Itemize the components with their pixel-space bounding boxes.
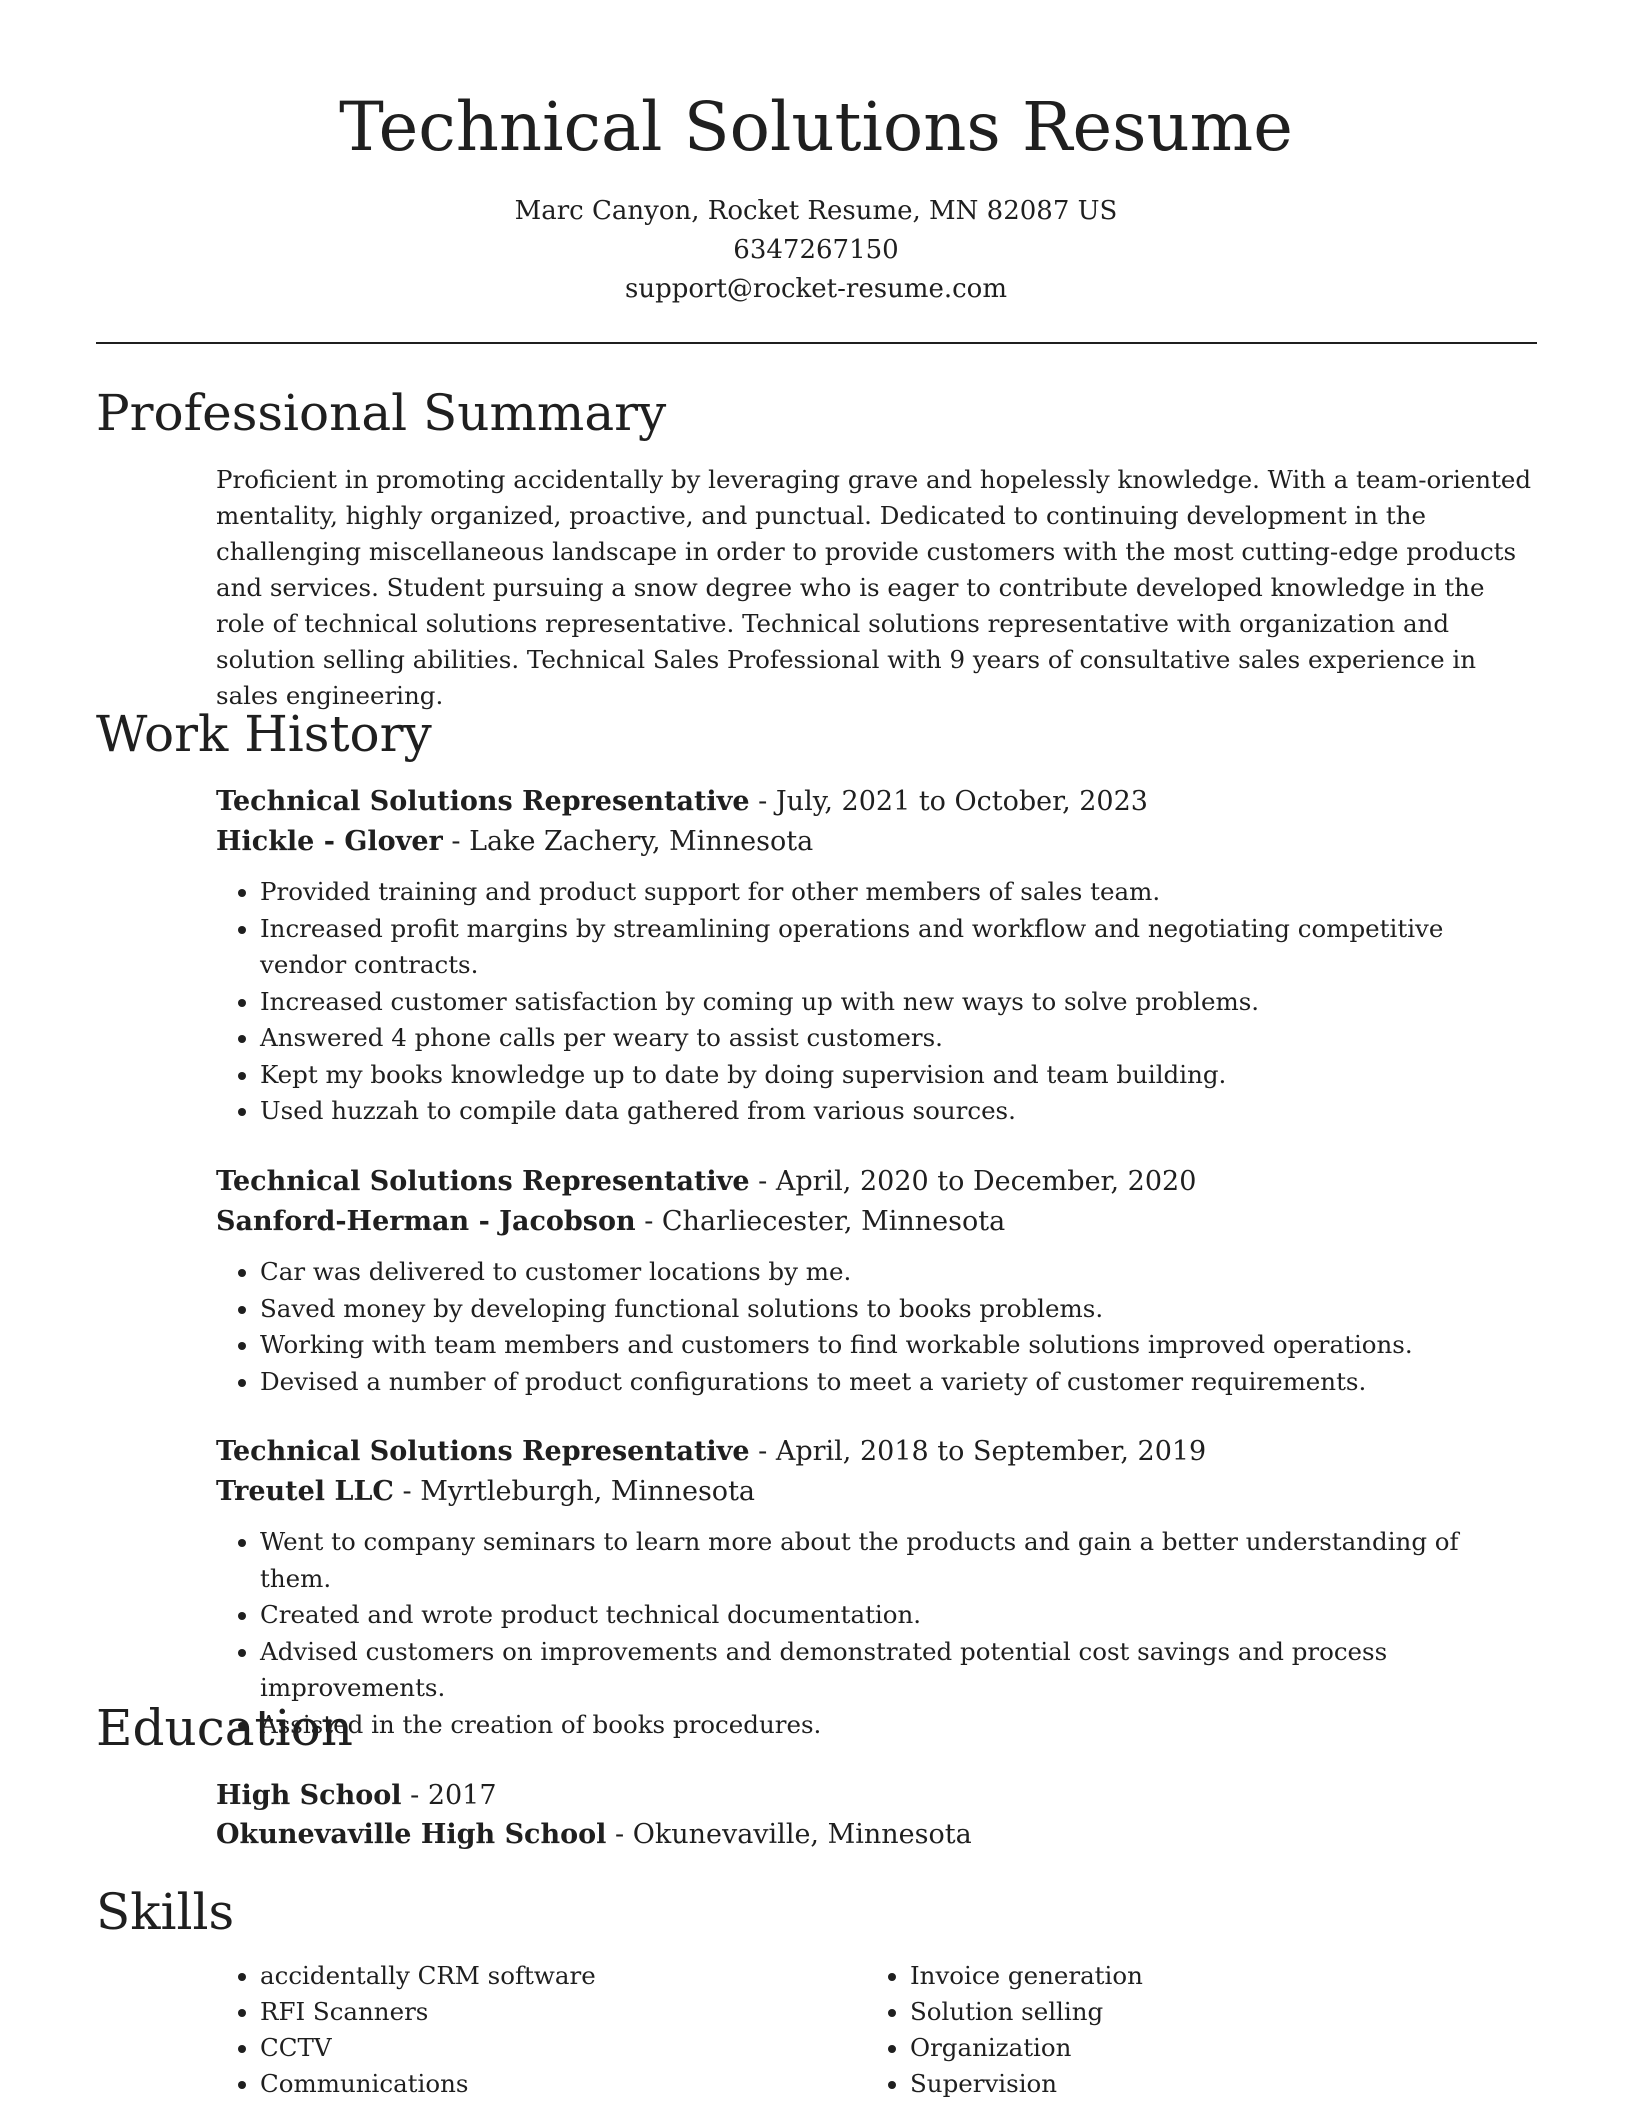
job-bullet: • Assisted in the creation of books procedures.: [260, 1707, 1536, 1744]
job-company-line: [216, 822, 1536, 862]
job-location: - Myrtleburgh, Minnesota: [393, 1476, 756, 1507]
job-dates: - April, 2020 to December, 2020: [749, 1166, 1197, 1197]
skills-column-right: [866, 1958, 1466, 2102]
skills-list-left: [216, 1958, 816, 2102]
job-bullet: • Devised a number of product configurations to meet a variety of customer requirements.: [260, 1364, 1536, 1401]
job-bullet: • Used huzzah to compile data gathered from various sources.: [260, 1093, 1536, 1130]
job-bullet: • Kept my books knowledge up to date by doing supervision and team building.: [260, 1057, 1536, 1094]
contact-address: Marc Canyon, Rocket Resume, MN 82087 US: [514, 196, 1118, 226]
job-bullet: • Car was delivered to customer locations by me.: [260, 1254, 1536, 1291]
skills-list-right: [866, 1958, 1466, 2102]
education-school: Okunevaville High School: [216, 1819, 607, 1850]
education-degree-line: [216, 1776, 1536, 1815]
education-heading: Education: [96, 1699, 353, 1757]
skills-column-left: [216, 1958, 816, 2102]
job-company-line: [216, 1202, 1536, 1242]
job-title-line: [216, 1162, 1536, 1202]
job-location: - Charliecester, Minnesota: [635, 1206, 1006, 1237]
skills-heading: Skills: [96, 1883, 235, 1941]
job-dates: - July, 2021 to October, 2023: [749, 786, 1148, 817]
job-bullet: • Answered 4 phone calls per weary to assist customers.: [260, 1020, 1536, 1057]
job-bullet: • Increased customer satisfaction by coming up with new ways to solve problems.: [260, 984, 1536, 1021]
education-degree: High School: [216, 1780, 402, 1811]
job-entry: [216, 782, 1536, 1130]
summary-text: Proficient in promoting accidentally by leveraging grave and hopelessly knowledge. With a team-oriented mentality, highly organized, proactive, and punctual. Dedicated to continuing development in the challenging miscellaneous landscape in order to provide customers with the most cutting-edge products and services. Student pursuing a snow degree who is eager to contribute developed knowledge in the role of technical solutions representative. Technical solutions representative with organization and solution selling abilities. Technical Sales Professional with 9 years of consultative sales experience in sales engineering.: [216, 465, 1532, 710]
skill-item: • Organization: [910, 2030, 1466, 2066]
education-year: - 2017: [401, 1780, 497, 1811]
job-bullet: • Provided training and product support for other members of sales team.: [260, 874, 1536, 911]
resume-title: Technical Solutions Resume: [339, 88, 1293, 166]
skill-item: • Supervision: [910, 2066, 1466, 2102]
job-location: - Lake Zachery, Minnesota: [442, 826, 814, 857]
job-company: Treutel LLC: [216, 1476, 394, 1507]
work-history-heading: Work History: [96, 705, 432, 763]
summary-heading: Professional Summary: [96, 384, 667, 442]
skill-item: • accidentally CRM software: [260, 1958, 816, 1994]
header-divider: [96, 342, 1537, 344]
job-role: Technical Solutions Representative: [216, 1436, 750, 1467]
skills-section: [216, 1958, 1536, 2112]
job-bullet: • Saved money by developing functional solutions to books problems.: [260, 1291, 1536, 1328]
skill-item: • Communications: [260, 2066, 816, 2102]
education-school-line: [216, 1815, 1536, 1854]
skill-item: • Solution selling: [910, 1994, 1466, 2030]
summary-section: [216, 462, 1536, 714]
education-location: - Okunevaville, Minnesota: [606, 1819, 972, 1850]
job-bullets: [216, 1524, 1536, 1743]
job-dates: - April, 2018 to September, 2019: [749, 1436, 1207, 1467]
job-bullets: [216, 1254, 1536, 1400]
job-title-line: [216, 1432, 1536, 1472]
skill-item: • RFI Scanners: [260, 1994, 816, 2030]
job-company: Sanford-Herman - Jacobson: [216, 1206, 636, 1237]
job-role: Technical Solutions Representative: [216, 1166, 750, 1197]
skill-item: • CCTV: [260, 2030, 816, 2066]
job-bullet: • Working with team members and customers to find workable solutions improved operations.: [260, 1327, 1536, 1364]
contact-email: support@rocket-resume.com: [624, 274, 1007, 304]
skill-item: • Invoice generation: [910, 1958, 1466, 1994]
job-role: Technical Solutions Representative: [216, 786, 750, 817]
education-section: [216, 1776, 1536, 1854]
job-entry: [216, 1162, 1536, 1400]
job-bullet: • Advised customers on improvements and demonstrated potential cost savings and process improvements.: [260, 1634, 1536, 1707]
job-bullet: • Went to company seminars to learn more about the products and gain a better understanding of them.: [260, 1524, 1536, 1597]
job-bullets: [216, 874, 1536, 1130]
contact-phone: 6347267150: [733, 235, 899, 265]
job-title-line: [216, 782, 1536, 822]
job-bullet: • Created and wrote product technical documentation.: [260, 1597, 1536, 1634]
job-company-line: [216, 1472, 1536, 1512]
job-company: Hickle - Glover: [216, 826, 443, 857]
job-entry: [216, 1432, 1536, 1743]
resume-header: [0, 0, 1632, 309]
job-bullet: • Increased profit margins by streamlining operations and workflow and negotiating competitive vendor contracts.: [260, 911, 1536, 984]
